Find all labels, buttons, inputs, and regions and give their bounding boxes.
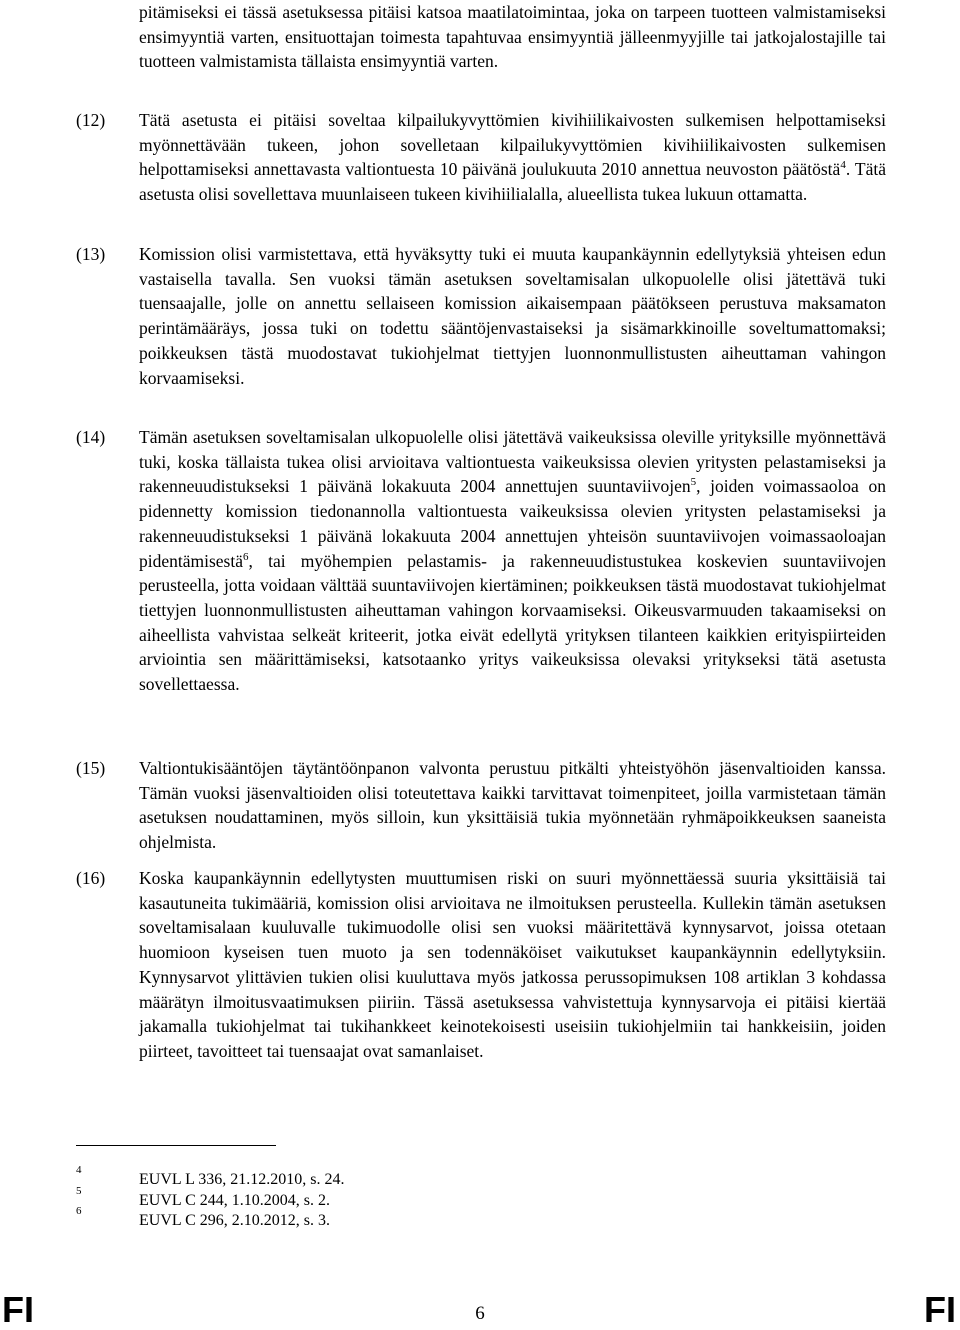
footnote-number: 6 <box>76 1205 82 1217</box>
footnote-text: EUVL C 244, 1.10.2004, s. 2. <box>139 1192 330 1209</box>
footnote-ref: 4 <box>840 159 846 172</box>
paragraph-text: Valtiontukisääntöjen täytäntöönpanon valvonta perustuu pitkälti yhteistyöhön jäsenvaltioiden kanssa. Tämän vuoksi jäsenvaltioiden olisi toteutettava kaikki tarvittavat toimenpiteet, joilla varmistetaan tämän asetuksen noudattaminen, myös silloin, kun yksittäisiä tukia myönnetään ryhmäpoikkeuksen saaneista ohjelmista. <box>139 758 886 853</box>
footnote-6 <box>76 1205 776 1233</box>
footer-language-left: FI <box>2 1289 34 1330</box>
page-number: 6 <box>475 1303 485 1324</box>
paragraph-number: (14) <box>76 427 106 447</box>
paragraph-text: pitämiseksi ei tässä asetuksessa pitäisi katsoa maatilatoimintaa, joka on tarpeen tuotteen valmistamiseksi ensimyyntiä varten, ensituottajan toimesta tapahtuvaa ensimyyntiä jälleenmyyjille tai jatkojalostajille tai tuotteen valmistamista tällaista ensimyyntiä varten. <box>139 2 886 72</box>
text-part: Tätä asetusta ei pitäisi soveltaa kilpailukyvyttömien kivihiilikaivosten sulkemisen helpottamiseksi myönnettävään tukeen, johon sovelletaan kilpailukyvyttömien kivihiilikaivosten sulkemisen helpottamiseksi annettavasta valtiontuesta 10 päivänä joulukuuta 2010 annettua neuvoston päätöstä <box>139 110 886 180</box>
footnote-text: EUVL L 336, 21.12.2010, s. 24. <box>139 1171 345 1188</box>
text-part: Tämän asetuksen soveltamisalan ulkopuolelle olisi jätettävä vaikeuksissa oleville yrityksille myönnettävä tuki, koska tällaista tukea olisi arvioitava valtiontuesta vaikeuksissa olevien yritysten pelastamiseksi ja rakenneuudistukseksi 1 päivänä lokakuuta 2004 annettujen suuntaviivojen <box>139 427 886 497</box>
footnote-4 <box>76 1164 776 1192</box>
footnote-number: 5 <box>76 1185 82 1197</box>
text-part: , tai myöhempien pelastamis- ja rakenneuudistustukea koskevien suuntaviivojen perusteella, jotta voidaan välttää suuntaviivojen kiertäminen; poikkeuksen tästä muodostavat tukiohjelmat tiettyjen luonnonmullistusten aiheuttaman vahingon korvaamiseksi. Oikeusvarmuuden takaamiseksi on aiheellista vahvistaa selkeät kriteerit, jotka eivät edellytä yrityksen tilanteen kaikkien erityispiirteiden arviointia sen määrittämiseksi, katsotaanko yritys vaikeuksissa olevaksi yritykseksi tätä asetusta sovellettaessa. <box>139 550 886 695</box>
paragraph-text <box>139 108 886 207</box>
footer-language-right: FI <box>924 1289 956 1330</box>
paragraph-number: (12) <box>76 110 106 130</box>
footnote-number: 4 <box>76 1164 82 1176</box>
paragraph-text <box>139 425 886 697</box>
paragraph-13 <box>76 242 886 390</box>
paragraph-15 <box>76 756 886 855</box>
paragraph-text: Komission olisi varmistettava, että hyväksytty tuki ei muuta kaupankäynnin edellytyksiä yhteisen edun vastaisella tavalla. Sen vuoksi tämän asetuksen soveltamisalan ulkopuolelle olisi jätettävä tuki tuensaajalle, jolle on annettu sellaiseen komission aikaisempaan päätökseen perustuva maksamaton perintämääräys, jossa tuki on todettu sääntöjenvastaiseksi ja sisämarkkinoille soveltumattomaksi; poikkeuksen tästä muodostavat tukiohjelmat tiettyjen luonnonmullistusten aiheuttaman vahingon korvaamiseksi. <box>139 244 886 388</box>
paragraph-12 <box>76 108 886 207</box>
paragraph-number: (15) <box>76 758 106 778</box>
paragraph-number: (13) <box>76 244 106 264</box>
paragraph-continuation <box>76 0 886 74</box>
paragraph-16 <box>76 866 886 1064</box>
footnote-ref: 5 <box>690 476 697 489</box>
footnote-ref: 6 <box>243 550 249 563</box>
footnote-divider <box>76 1145 276 1146</box>
paragraph-number: (16) <box>76 868 106 888</box>
text-part: , joiden voimassaoloa on pidennetty komission tiedonannolla valtiontuesta vaikeuksissa olevien yritysten pelastamiseksi ja rakenneuudistukseksi 1 päivänä lokakuuta 2004 annettujen yhteisön suuntaviivojen voimassaoloajan pidentämisestä <box>139 476 886 571</box>
paragraph-14 <box>76 425 886 697</box>
footnote-text: EUVL C 296, 2.10.2012, s. 3. <box>139 1212 330 1229</box>
footnote-5 <box>76 1185 776 1213</box>
paragraph-text: Koska kaupankäynnin edellytysten muuttumisen riski on suuri myönnettäessä suuria yksittäisiä tai kasautuneita tukimääriä, komission olisi arvioitava ne ilmoituksen perusteella. Kullekin tämän asetuksen soveltamisalaan kuuluvalle tukimuodolle olisi sen vuoksi määritettävä kynnysarvot, joissa otetaan huomioon kyseisen tuen muoto ja sen todennäköiset vaikutukset kaupankäynnin edellytyksiin. Kynnysarvot ylittävien tukien olisi kuuluttava myös jatkossa perussopimuksen 108 artiklan 3 kohdassa määrätyn ilmoitusvaatimuksen piiriin. Tässä asetuksessa vahvistettuja kynnysarvoja ei pitäisi kiertää jakamalla tukiohjelmat tai tukihankkeet keinotekoisesti useisiin tukiohjelmiin tai hankkeisiin, joiden piirteet, tavoitteet tai tuensaajat ovat samanlaiset. <box>139 868 886 1061</box>
text-part: . Tätä asetusta olisi sovellettava muunlaiseen tukeen kivihiilialalla, alueellista tukea lukuun ottamatta. <box>139 159 886 205</box>
